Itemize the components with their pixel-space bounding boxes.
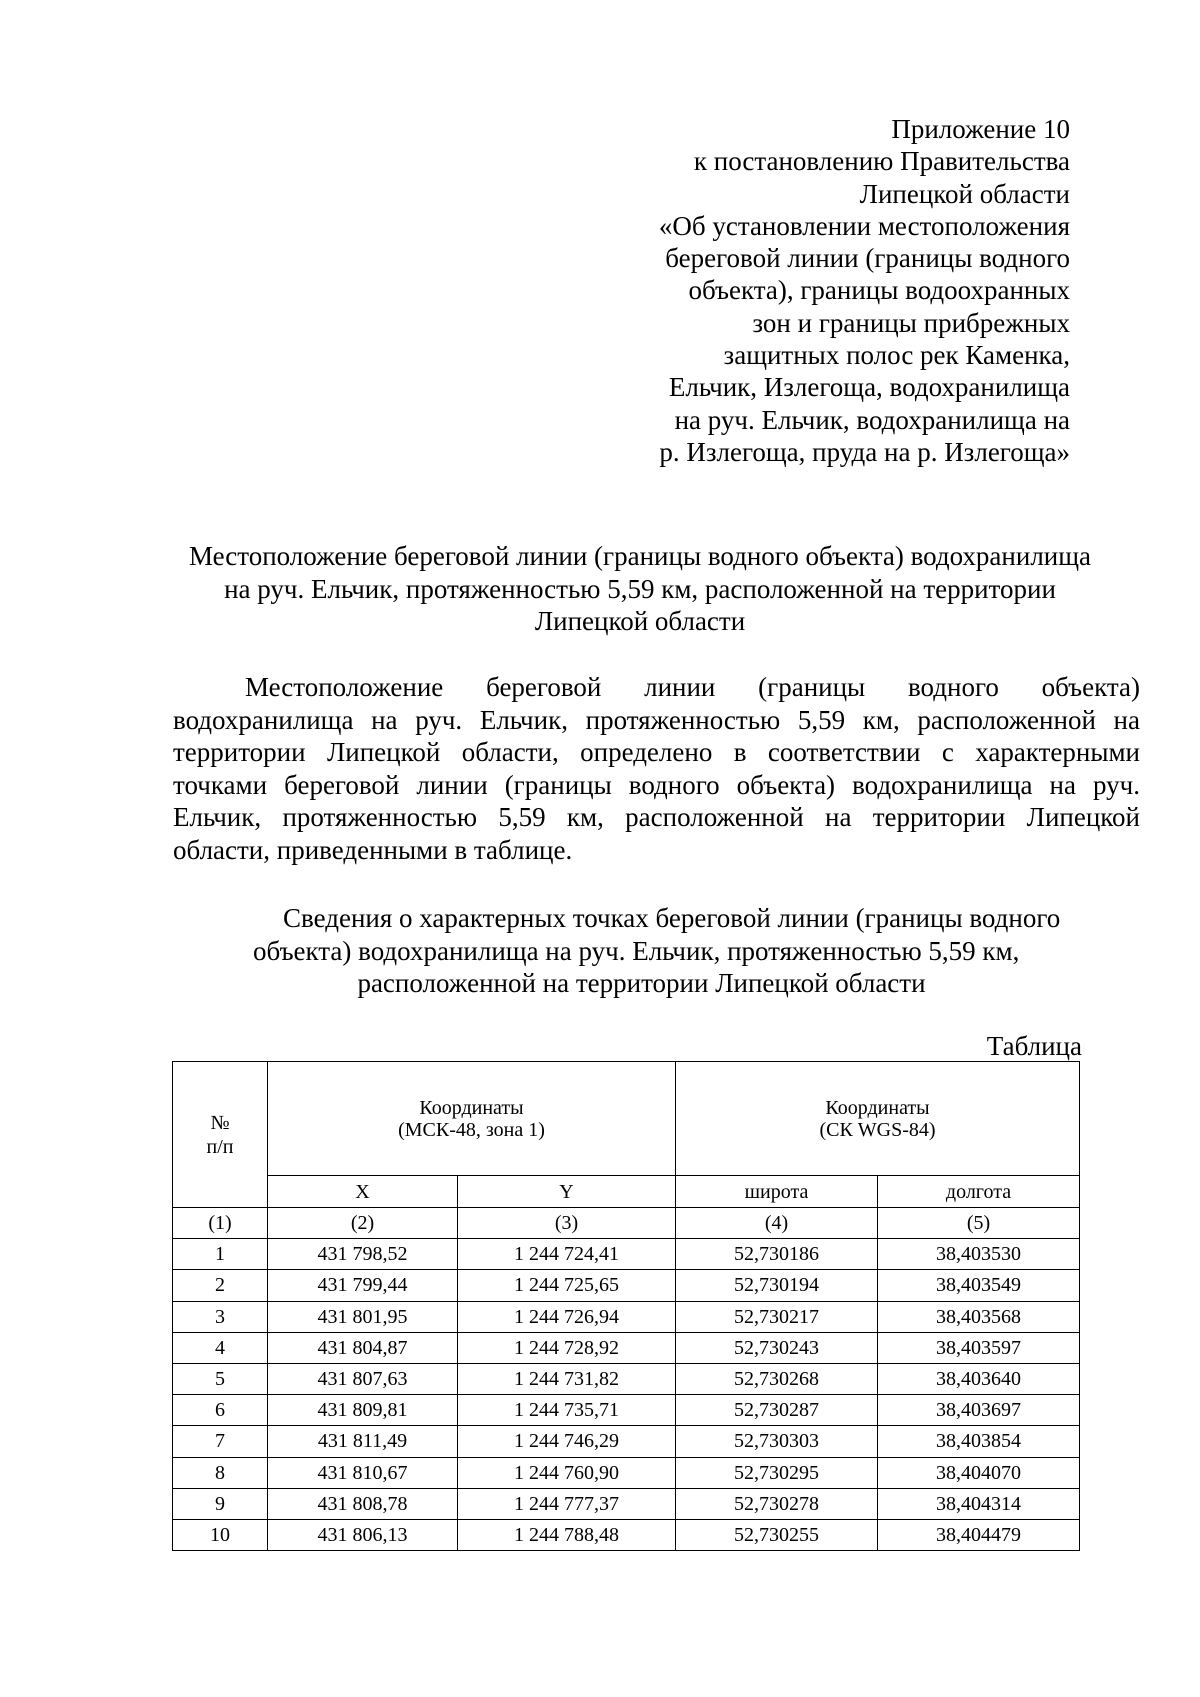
- table-row: [173, 1363, 1080, 1394]
- index-cell: (2): [268, 1208, 458, 1239]
- table-subheader-row: [173, 1176, 1080, 1208]
- point-number: 3: [173, 1301, 268, 1332]
- coord-x: 431 809,81: [268, 1395, 458, 1426]
- paragraph-line: Местоположение береговой линии (границы водного объекта): [245, 672, 1140, 702]
- longitude: 38,404479: [878, 1519, 1080, 1550]
- latitude: 52,730194: [676, 1270, 878, 1301]
- latitude: 52,730217: [676, 1301, 878, 1332]
- paragraph-line: Ельчик, протяженностью 5,59 км, расположенной на территории Липецкой: [173, 802, 1140, 832]
- appendix-line: береговой линии (границы водного: [665, 243, 1070, 274]
- coord-y: 1 244 726,94: [458, 1301, 676, 1332]
- index-cell: (3): [458, 1208, 676, 1239]
- coord-x: 431 798,52: [268, 1239, 458, 1270]
- point-number: 2: [173, 1270, 268, 1301]
- document-title: [160, 540, 1120, 638]
- header-msk-system: (МСК-48, зона 1): [398, 1118, 545, 1141]
- appendix-line: Приложение 10: [891, 114, 1070, 144]
- coord-x: 431 799,44: [268, 1270, 458, 1301]
- point-number: 5: [173, 1363, 268, 1394]
- index-cell: (4): [676, 1208, 878, 1239]
- paragraph-line: территории Липецкой области, определено в соответствии с характерными: [173, 737, 1140, 767]
- table-row: [173, 1270, 1080, 1301]
- appendix-line: защитных полос рек Каменка,: [723, 340, 1070, 371]
- table-row: [173, 1488, 1080, 1519]
- point-number: 9: [173, 1488, 268, 1519]
- header-wgs-title: Координаты: [825, 1096, 930, 1119]
- table-row: [173, 1239, 1080, 1270]
- latitude: 52,730278: [676, 1488, 878, 1519]
- caption-line: расположенной на территории Липецкой области: [357, 968, 926, 998]
- header-msk-title: Координаты: [419, 1096, 524, 1119]
- coord-y: 1 244 725,65: [458, 1270, 676, 1301]
- latitude: 52,730303: [676, 1426, 878, 1457]
- latitude: 52,730287: [676, 1395, 878, 1426]
- header-latitude: широта: [676, 1176, 878, 1208]
- coord-x: 431 804,87: [268, 1332, 458, 1363]
- coord-y: 1 244 724,41: [458, 1239, 676, 1270]
- coordinates-table: [172, 1061, 1080, 1551]
- coord-x: 431 807,63: [268, 1363, 458, 1394]
- header-number-abbrev: п/п: [206, 1135, 234, 1158]
- longitude: 38,403640: [878, 1363, 1080, 1394]
- point-number: 6: [173, 1395, 268, 1426]
- header-wgs-system: (СК WGS-84): [819, 1118, 936, 1141]
- header-number-sign: №: [210, 1111, 230, 1134]
- appendix-line: р. Излегоща, пруда на р. Излегоща»: [659, 436, 1070, 467]
- coord-x: 431 801,95: [268, 1301, 458, 1332]
- paragraph-line: водохранилища на руч. Ельчик, протяженностью 5,59 км, расположенной на: [173, 704, 1140, 735]
- title-line: Местоположение береговой линии (границы водного объекта) водохранилища: [188, 541, 1092, 571]
- coord-y: 1 244 788,48: [458, 1519, 676, 1550]
- longitude: 38,403568: [878, 1301, 1080, 1332]
- index-cell: (1): [173, 1208, 268, 1239]
- header-msk-coordinates: [268, 1062, 676, 1176]
- coord-y: 1 244 777,37: [458, 1488, 676, 1519]
- table-row: [173, 1332, 1080, 1363]
- appendix-line: Липецкой области: [859, 178, 1070, 209]
- header-wgs-coordinates: [676, 1062, 1080, 1176]
- appendix-line: зон и границы прибрежных: [752, 307, 1070, 338]
- appendix-line: объекта), границы водоохранных: [688, 275, 1070, 306]
- table-index-row: [173, 1208, 1080, 1239]
- paragraph-line: области, приведенными в таблице.: [173, 834, 573, 865]
- latitude: 52,730186: [676, 1239, 878, 1270]
- appendix-line: «Об установлении местоположения: [658, 210, 1070, 241]
- index-cell: (5): [878, 1208, 1080, 1239]
- latitude: 52,730295: [676, 1457, 878, 1488]
- latitude: 52,730268: [676, 1363, 878, 1394]
- coord-x: 431 811,49: [268, 1426, 458, 1457]
- title-line: Липецкой области: [534, 606, 746, 636]
- longitude: 38,403549: [878, 1270, 1080, 1301]
- longitude: 38,403597: [878, 1332, 1080, 1363]
- coord-y: 1 244 728,92: [458, 1332, 676, 1363]
- coord-x: 431 808,78: [268, 1488, 458, 1519]
- longitude: 38,403697: [878, 1395, 1080, 1426]
- point-number: 1: [173, 1239, 268, 1270]
- longitude: 38,403530: [878, 1239, 1080, 1270]
- table-header-row: [173, 1062, 1080, 1176]
- longitude: 38,404314: [878, 1488, 1080, 1519]
- header-y: Y: [458, 1176, 676, 1208]
- table-label: Таблица: [986, 1031, 1082, 1061]
- coord-y: 1 244 731,82: [458, 1363, 676, 1394]
- longitude: 38,404070: [878, 1457, 1080, 1488]
- longitude: 38,403854: [878, 1426, 1080, 1457]
- coord-y: 1 244 760,90: [458, 1457, 676, 1488]
- table-row: [173, 1457, 1080, 1488]
- paragraph-line: точками береговой линии (границы водного объекта) водохранилища на руч.: [173, 769, 1140, 800]
- caption-line: Сведения о характерных точках береговой линии (границы водного: [283, 903, 1061, 933]
- appendix-line: к постановлению Правительства: [693, 146, 1070, 177]
- caption-line: объекта) водохранилища на руч. Ельчик, протяженностью 5,59 км,: [253, 935, 1020, 966]
- table-row: [173, 1519, 1080, 1550]
- table-caption: [173, 902, 1140, 1000]
- point-number: 8: [173, 1457, 268, 1488]
- table-row: [173, 1426, 1080, 1457]
- header-number: [173, 1062, 268, 1208]
- point-number: 4: [173, 1332, 268, 1363]
- point-number: 10: [173, 1519, 268, 1550]
- header-x: X: [268, 1176, 458, 1208]
- title-line: на руч. Ельчик, протяженностью 5,59 км, расположенной на территории: [224, 573, 1056, 604]
- coord-x: 431 806,13: [268, 1519, 458, 1550]
- coord-y: 1 244 735,71: [458, 1395, 676, 1426]
- latitude: 52,730243: [676, 1332, 878, 1363]
- coord-x: 431 810,67: [268, 1457, 458, 1488]
- coord-y: 1 244 746,29: [458, 1426, 676, 1457]
- header-longitude: долгота: [878, 1176, 1080, 1208]
- appendix-line: на руч. Ельчик, водохранилища на: [674, 404, 1070, 435]
- appendix-header: [510, 113, 1070, 468]
- appendix-line: Ельчик, Излегоща, водохранилища: [668, 372, 1070, 403]
- point-number: 7: [173, 1426, 268, 1457]
- latitude: 52,730255: [676, 1519, 878, 1550]
- table-row: [173, 1301, 1080, 1332]
- body-paragraph: [173, 671, 1140, 866]
- table-row: [173, 1395, 1080, 1426]
